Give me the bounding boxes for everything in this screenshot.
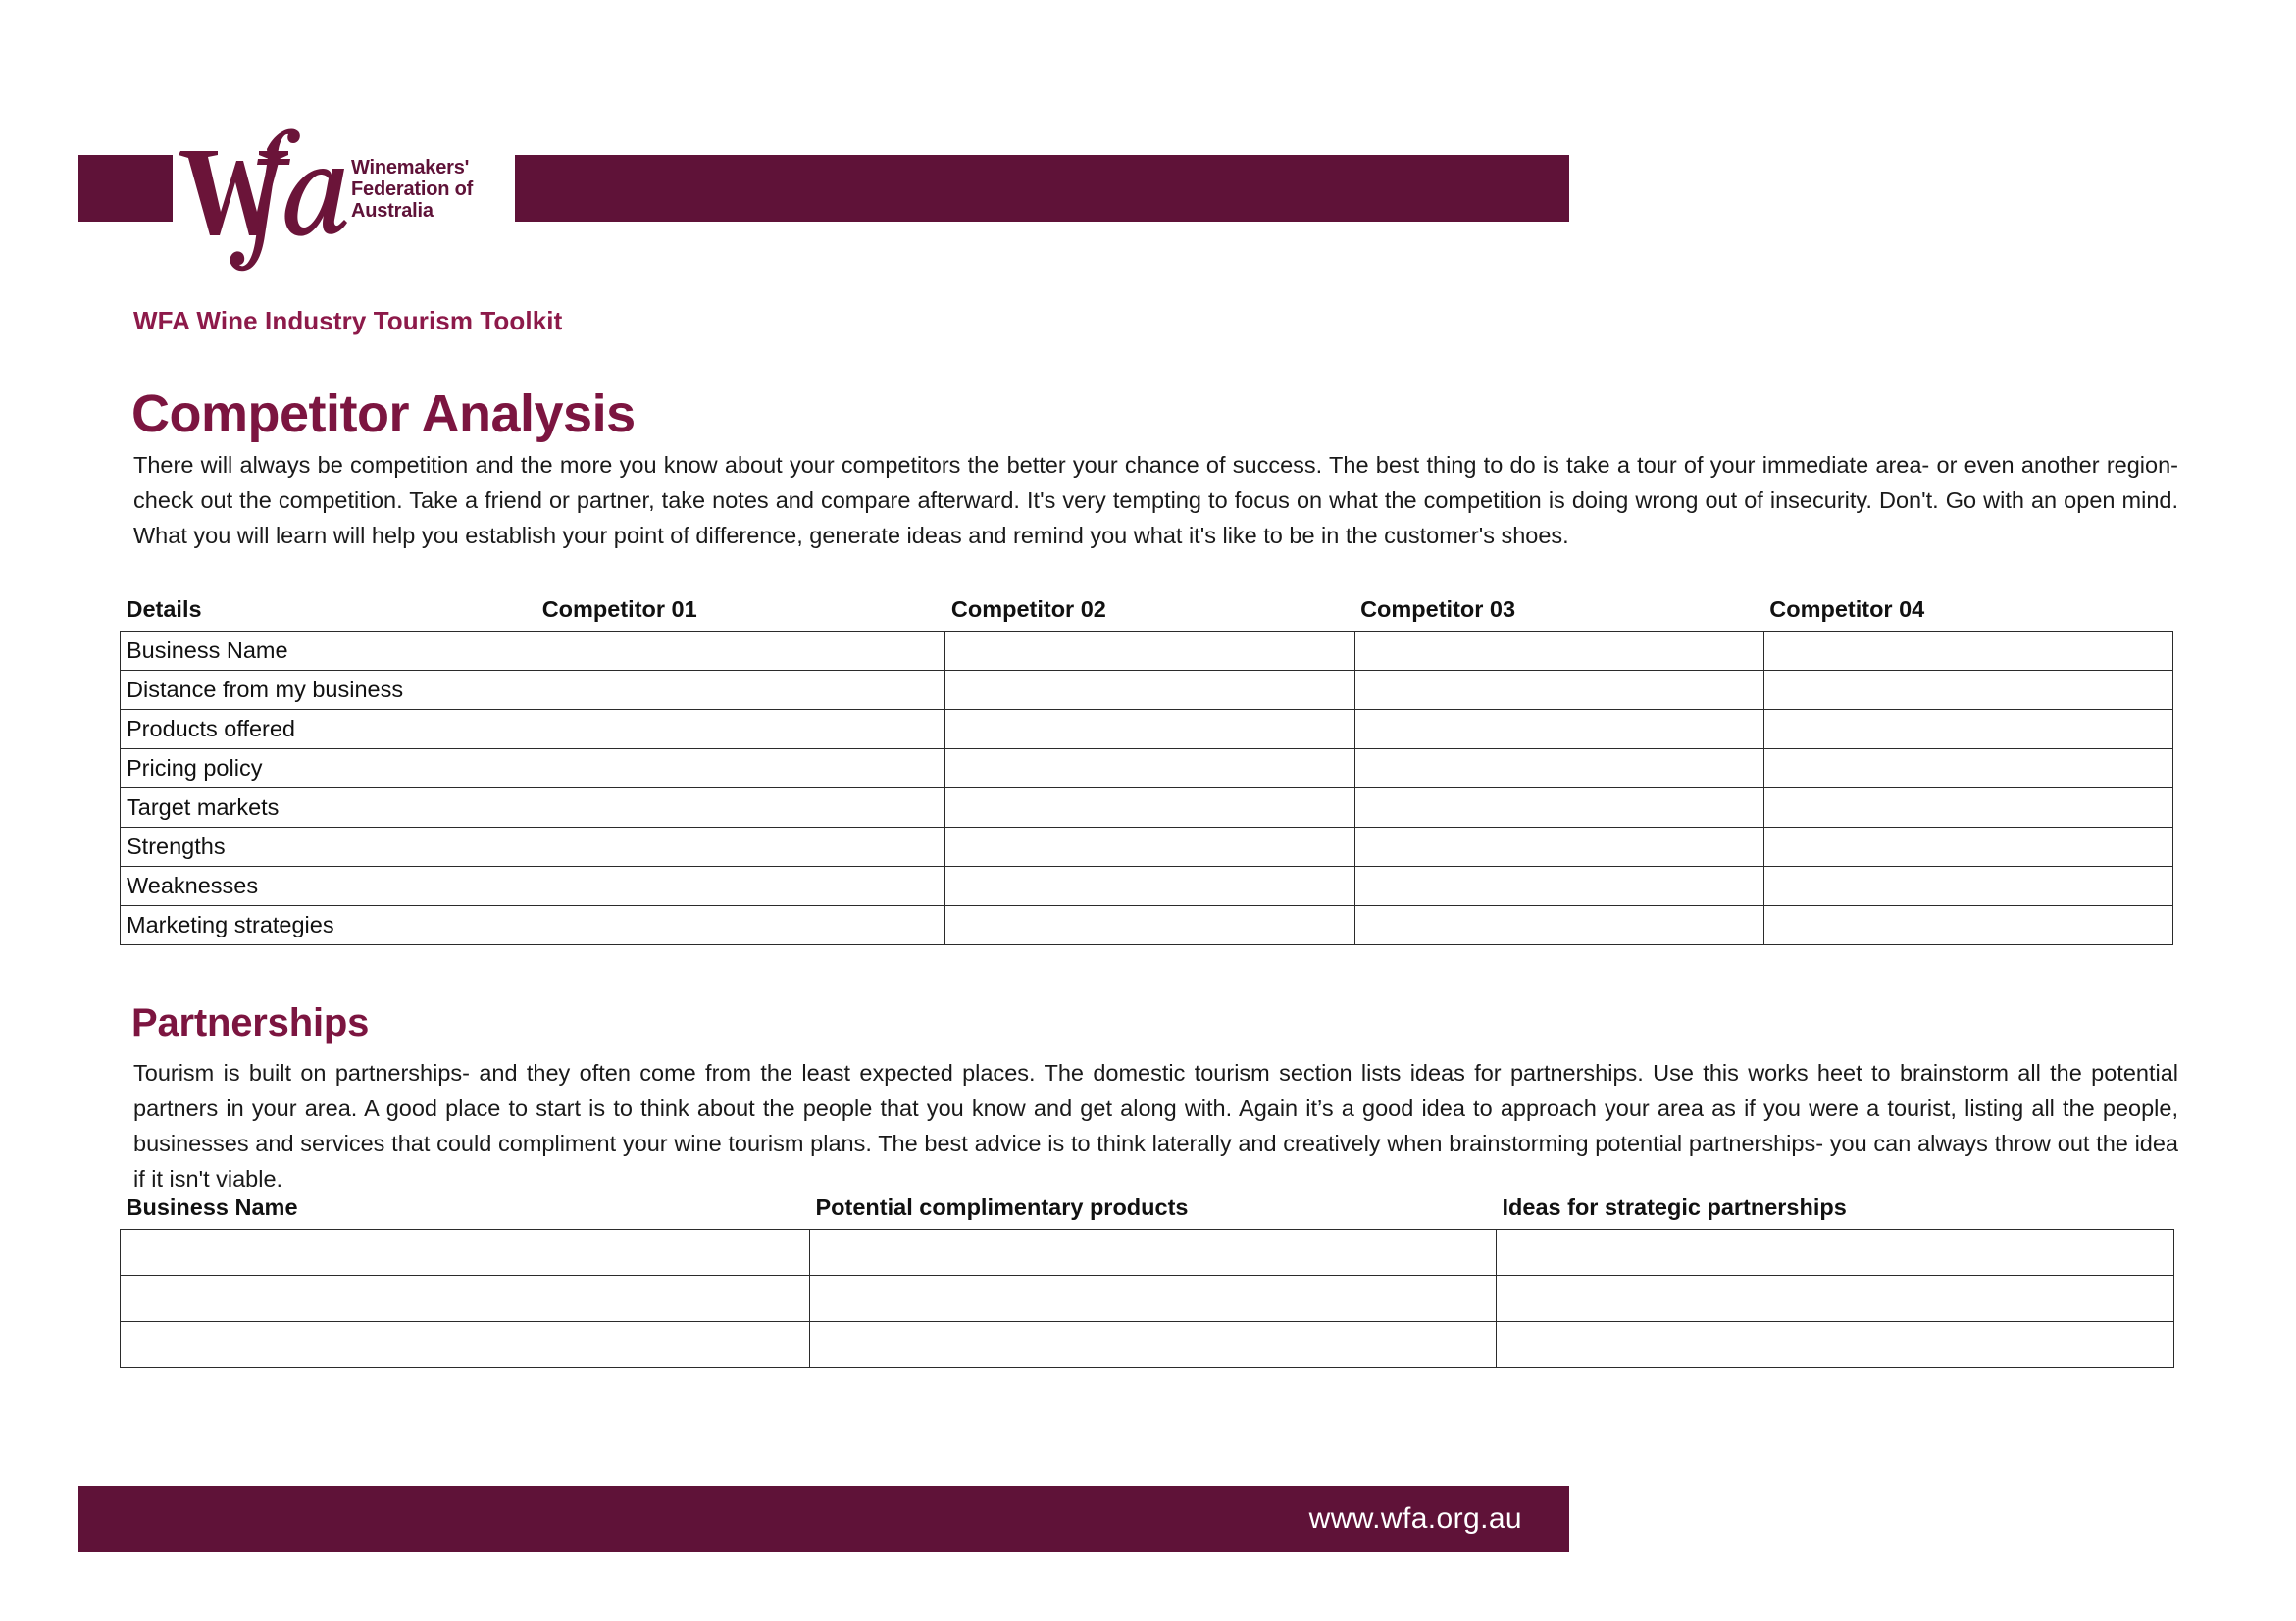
column-header-competitor-01: Competitor 01 [541, 596, 697, 622]
cell-competitor-03[interactable] [1354, 710, 1763, 749]
cell-complimentary-products[interactable] [810, 1276, 1497, 1322]
table-row [121, 867, 2173, 906]
column-header-complimentary-products: Potential complimentary products [815, 1194, 1189, 1220]
row-label: Strengths [121, 828, 536, 867]
cell-competitor-02[interactable] [945, 906, 1354, 945]
cell-competitor-03[interactable] [1354, 867, 1763, 906]
cell-competitor-01[interactable] [536, 632, 945, 671]
row-label: Target markets [121, 788, 536, 828]
cell-competitor-04[interactable] [1763, 906, 2172, 945]
header-accent-bar [515, 155, 1569, 222]
row-label: Distance from my business [121, 671, 536, 710]
column-header-business-name: Business Name [126, 1194, 298, 1220]
cell-competitor-04[interactable] [1763, 632, 2172, 671]
cell-competitor-01[interactable] [536, 906, 945, 945]
table-row [121, 1276, 2174, 1322]
cell-complimentary-products[interactable] [810, 1322, 1497, 1368]
cell-competitor-01[interactable] [536, 671, 945, 710]
logo-wordmark-line-2: Federation of [351, 178, 474, 200]
cell-competitor-01[interactable] [536, 749, 945, 788]
cell-competitor-03[interactable] [1354, 632, 1763, 671]
table-row [121, 1322, 2174, 1368]
cell-competitor-02[interactable] [945, 671, 1354, 710]
column-header-competitor-02: Competitor 02 [950, 596, 1106, 622]
cell-competitor-04[interactable] [1763, 867, 2172, 906]
wfa-logo-icon [175, 126, 351, 263]
cell-competitor-04[interactable] [1763, 828, 2172, 867]
table-row [121, 828, 2173, 867]
row-label: Pricing policy [121, 749, 536, 788]
cell-strategic-partnerships[interactable] [1497, 1322, 2174, 1368]
cell-competitor-02[interactable] [945, 788, 1354, 828]
row-label: Weaknesses [121, 867, 536, 906]
cell-competitor-01[interactable] [536, 710, 945, 749]
footer-website-link[interactable]: www.wfa.org.au [1308, 1502, 1522, 1535]
column-header-competitor-03: Competitor 03 [1360, 596, 1516, 622]
cell-business-name[interactable] [121, 1322, 810, 1368]
cell-competitor-01[interactable] [536, 788, 945, 828]
cell-competitor-01[interactable] [536, 828, 945, 867]
table-row [121, 906, 2173, 945]
cell-competitor-03[interactable] [1354, 828, 1763, 867]
partnerships-table[interactable] [120, 1194, 2174, 1368]
table-row [121, 1230, 2174, 1276]
table-header-row [121, 1194, 2174, 1230]
cell-competitor-02[interactable] [945, 867, 1354, 906]
page-header [0, 0, 2296, 294]
table-row [121, 710, 2173, 749]
page-title: Competitor Analysis [131, 384, 636, 444]
cell-strategic-partnerships[interactable] [1497, 1276, 2174, 1322]
column-header-strategic-partnerships: Ideas for strategic partnerships [1502, 1194, 1847, 1220]
table-row [121, 749, 2173, 788]
cell-competitor-02[interactable] [945, 710, 1354, 749]
cell-competitor-03[interactable] [1354, 749, 1763, 788]
cell-competitor-04[interactable] [1763, 788, 2172, 828]
cell-competitor-03[interactable] [1354, 788, 1763, 828]
table-header-row [121, 596, 2173, 632]
table-row [121, 671, 2173, 710]
partnerships-section-title: Partnerships [131, 1001, 370, 1045]
table-row [121, 788, 2173, 828]
competitor-analysis-table[interactable] [120, 596, 2173, 945]
page-footer-bar [78, 1486, 1569, 1552]
intro-paragraph: There will always be competition and the more you know about your competitors the better your chance of success. The best thing to do is take a tour of your immediate area- or even another region- check out the competition. Take a friend or partner, take notes and compare afterward. It's very tempting to focus on what the competition is doing wrong out of insecurity. Don't. Go with an open mind. What you will learn will help you establish your point of difference, generate ideas and remind you what it's like to be in the customer's shoes. [133, 451, 2178, 548]
cell-business-name[interactable] [121, 1276, 810, 1322]
toolkit-kicker: WFA Wine Industry Tourism Toolkit [133, 306, 563, 335]
cell-competitor-04[interactable] [1763, 749, 2172, 788]
cell-competitor-02[interactable] [945, 749, 1354, 788]
cell-competitor-01[interactable] [536, 867, 945, 906]
table-row [121, 632, 2173, 671]
row-label: Business Name [121, 632, 536, 671]
row-label: Products offered [121, 710, 536, 749]
cell-competitor-03[interactable] [1354, 906, 1763, 945]
cell-business-name[interactable] [121, 1230, 810, 1276]
row-label: Marketing strategies [121, 906, 536, 945]
logo-wordmark-line-1: Winemakers' [351, 157, 470, 178]
cell-competitor-03[interactable] [1354, 671, 1763, 710]
logo-wordmark-line-3: Australia [351, 200, 434, 222]
cell-complimentary-products[interactable] [810, 1230, 1497, 1276]
cell-competitor-02[interactable] [945, 828, 1354, 867]
cell-competitor-02[interactable] [945, 632, 1354, 671]
cell-competitor-04[interactable] [1763, 710, 2172, 749]
partnerships-paragraph: Tourism is built on partnerships- and they often come from the least expected places. The domestic tourism section lists ideas for partnerships. Use this works heet to brainstorm all the potential partners in your area. A good place to start is to think about the people that you know and get along with. Again it’s a good idea to approach your area as if you were a tourist, listing all the people, businesses and services that could compliment your wine tourism plans. The best advice is to think laterally and creatively when brainstorming potential partnerships- you can always throw out the idea if it isn't viable. [133, 1059, 2178, 1191]
logo-backdrop-block [78, 155, 173, 222]
cell-strategic-partnerships[interactable] [1497, 1230, 2174, 1276]
logo-wordmark [351, 157, 508, 222]
column-header-details: Details [126, 596, 202, 622]
column-header-competitor-04: Competitor 04 [1769, 596, 1925, 622]
cell-competitor-04[interactable] [1763, 671, 2172, 710]
